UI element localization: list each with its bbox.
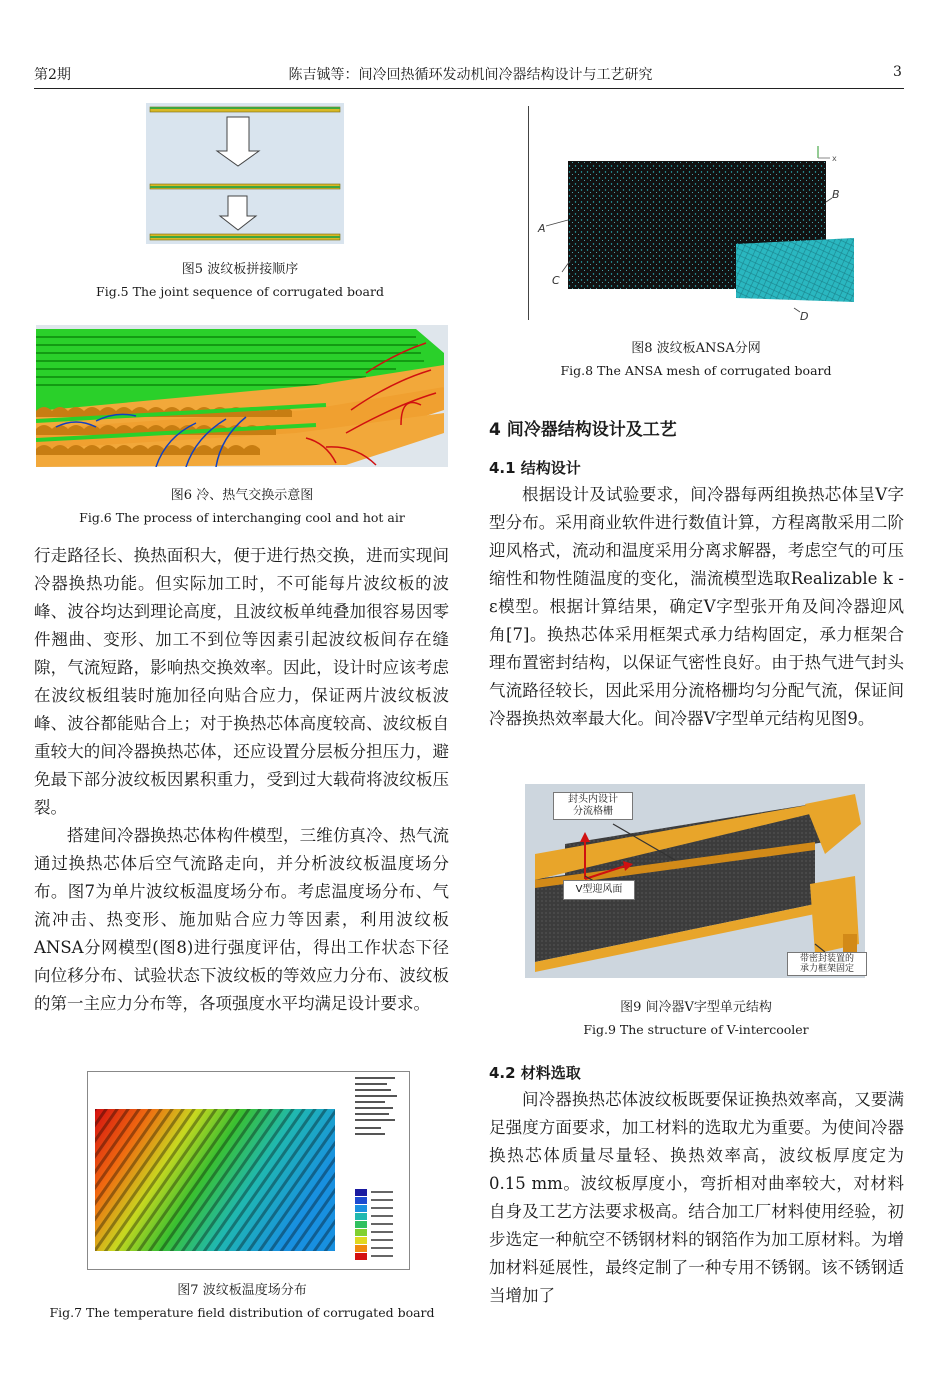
fig6-image — [36, 325, 448, 467]
fig7-image — [87, 1071, 410, 1270]
fig5-caption-cn: 图5 波纹板拼接顺序 — [181, 262, 299, 277]
journal-issue: 第2期 — [34, 67, 71, 83]
fig8-image — [532, 140, 862, 322]
paragraph-1: 行走路径长、换热面积大，便于进行热交换，进而实现间冷器换热功能。但实际加工时，不可能每片波纹板的波峰、波谷均达到理论高度，且波纹板单纯叠加很容易因零件翘曲、变形、加工不到位等因素引起波纹板间存在缝隙，气流短路，影响热交换效率。因此，设计时应该考虑在波纹板组装时施加径向贴合应力，保证两片波纹板波峰、波谷都能贴合上；对于换热芯体高度较高、波纹板自重较大的间冷器换热芯体，还应设置分层板分担压力，避免最下部分波纹板因累积重力，受到过大载荷将波纹板压裂。 — [34, 546, 449, 817]
fig7-caption-en: Fig.7 The temperature field distribution of corrugated board — [49, 1305, 435, 1320]
fig8-caption-cn: 图8 波纹板ANSA分网 — [631, 341, 761, 356]
paragraph-4: 间冷器换热芯体波纹板既要保证换热效率高，又要满足强度方面要求，加工材料的选取尤为重要。为使间冷器换热芯体质量尽量轻、换热效率高，波纹板厚度定为0.15 mm。波纹板厚度小，弯折相对曲率较大，对材料自身及工艺方法要求极高。结合加工厂材料使用经验，初步选定一种航空不锈钢材料的钢箔作为加工原材料。为增加材料延展性，最终定制了一种专用不锈钢。该不锈钢适当增加了 — [489, 1090, 904, 1305]
fig8-axis-label: x — [832, 154, 837, 163]
fig5-image — [146, 103, 344, 244]
section-4-1-heading: 4.1 结构设计 — [489, 459, 581, 477]
left-column-text — [34, 542, 449, 1018]
fig7-caption-cn: 图7 波纹板温度场分布 — [177, 1283, 307, 1298]
fig9-label-v-face: V型迎风面 — [563, 880, 635, 900]
fig9-label-grille: 封头内设计 分流格栅 — [553, 792, 633, 820]
fig8-label-d: D — [800, 310, 809, 322]
fig5-caption-en: Fig.5 The joint sequence of corrugated board — [96, 284, 384, 299]
fig8-label-c: C — [552, 274, 560, 287]
fig6-caption-cn: 图6 冷、热气交换示意图 — [170, 488, 314, 503]
fig9-image — [525, 784, 865, 978]
section-4-1-text — [489, 481, 904, 733]
section-4-heading: 4 间冷器结构设计及工艺 — [489, 420, 677, 440]
column-rule — [528, 106, 529, 320]
fig9-caption-cn: 图9 间冷器V字型单元结构 — [620, 1000, 772, 1015]
fig6-caption-en: Fig.6 The process of interchanging cool and hot air — [79, 510, 405, 525]
paragraph-2: 搭建间冷器换热芯体构件模型，三维仿真冷、热气流通过换热芯体后空气流路走向，并分析波纹板温度场分布。图7为单片波纹板温度场分布。考虑温度场分布、气流冲击、热变形、施加贴合应力等因素，利用波纹板ANSA分网模型(图8)进行强度评估，得出工作状态下径向位移分布、试验状态下波纹板的等效应力分布、波纹板的第一主应力分布等，各项强度水平均满足设计要求。 — [34, 826, 449, 1013]
section-4-2-heading: 4.2 材料选取 — [489, 1064, 581, 1082]
header-rule — [34, 88, 904, 89]
fig9-caption-en: Fig.9 The structure of V-intercooler — [583, 1022, 809, 1037]
running-title: 陈吉铖等：间冷回热循环发动机间冷器结构设计与工艺研究 — [288, 67, 653, 83]
section-4-2-text — [489, 1086, 904, 1310]
fig9-label-frame: 带密封装置的 承力框架固定 — [787, 952, 867, 976]
fig8-caption-en: Fig.8 The ANSA mesh of corrugated board — [560, 363, 832, 378]
page-number: 3 — [893, 64, 902, 80]
fig8-label-a: A — [538, 222, 546, 235]
paragraph-3: 根据设计及试验要求，间冷器每两组换热芯体呈V字型分布。采用商业软件进行数值计算，方程离散采用二阶迎风格式，流动和温度采用分离求解器，考虑空气的可压缩性和物性随温度的变化，湍流模型选取Realizable k - ε模型。根据计算结果，确定V字型张开角及间冷器迎风角[7]。换热芯体采用框架式承力结构固定，承力框架合理布置密封结构，以保证气密性良好。由于热气进气封头气流路径较长，因此采用分流格栅均匀分配气流，保证间冷器换热效率最大化。间冷器V字型单元结构见图9。 — [489, 485, 904, 728]
fig8-label-b: B — [832, 188, 840, 201]
